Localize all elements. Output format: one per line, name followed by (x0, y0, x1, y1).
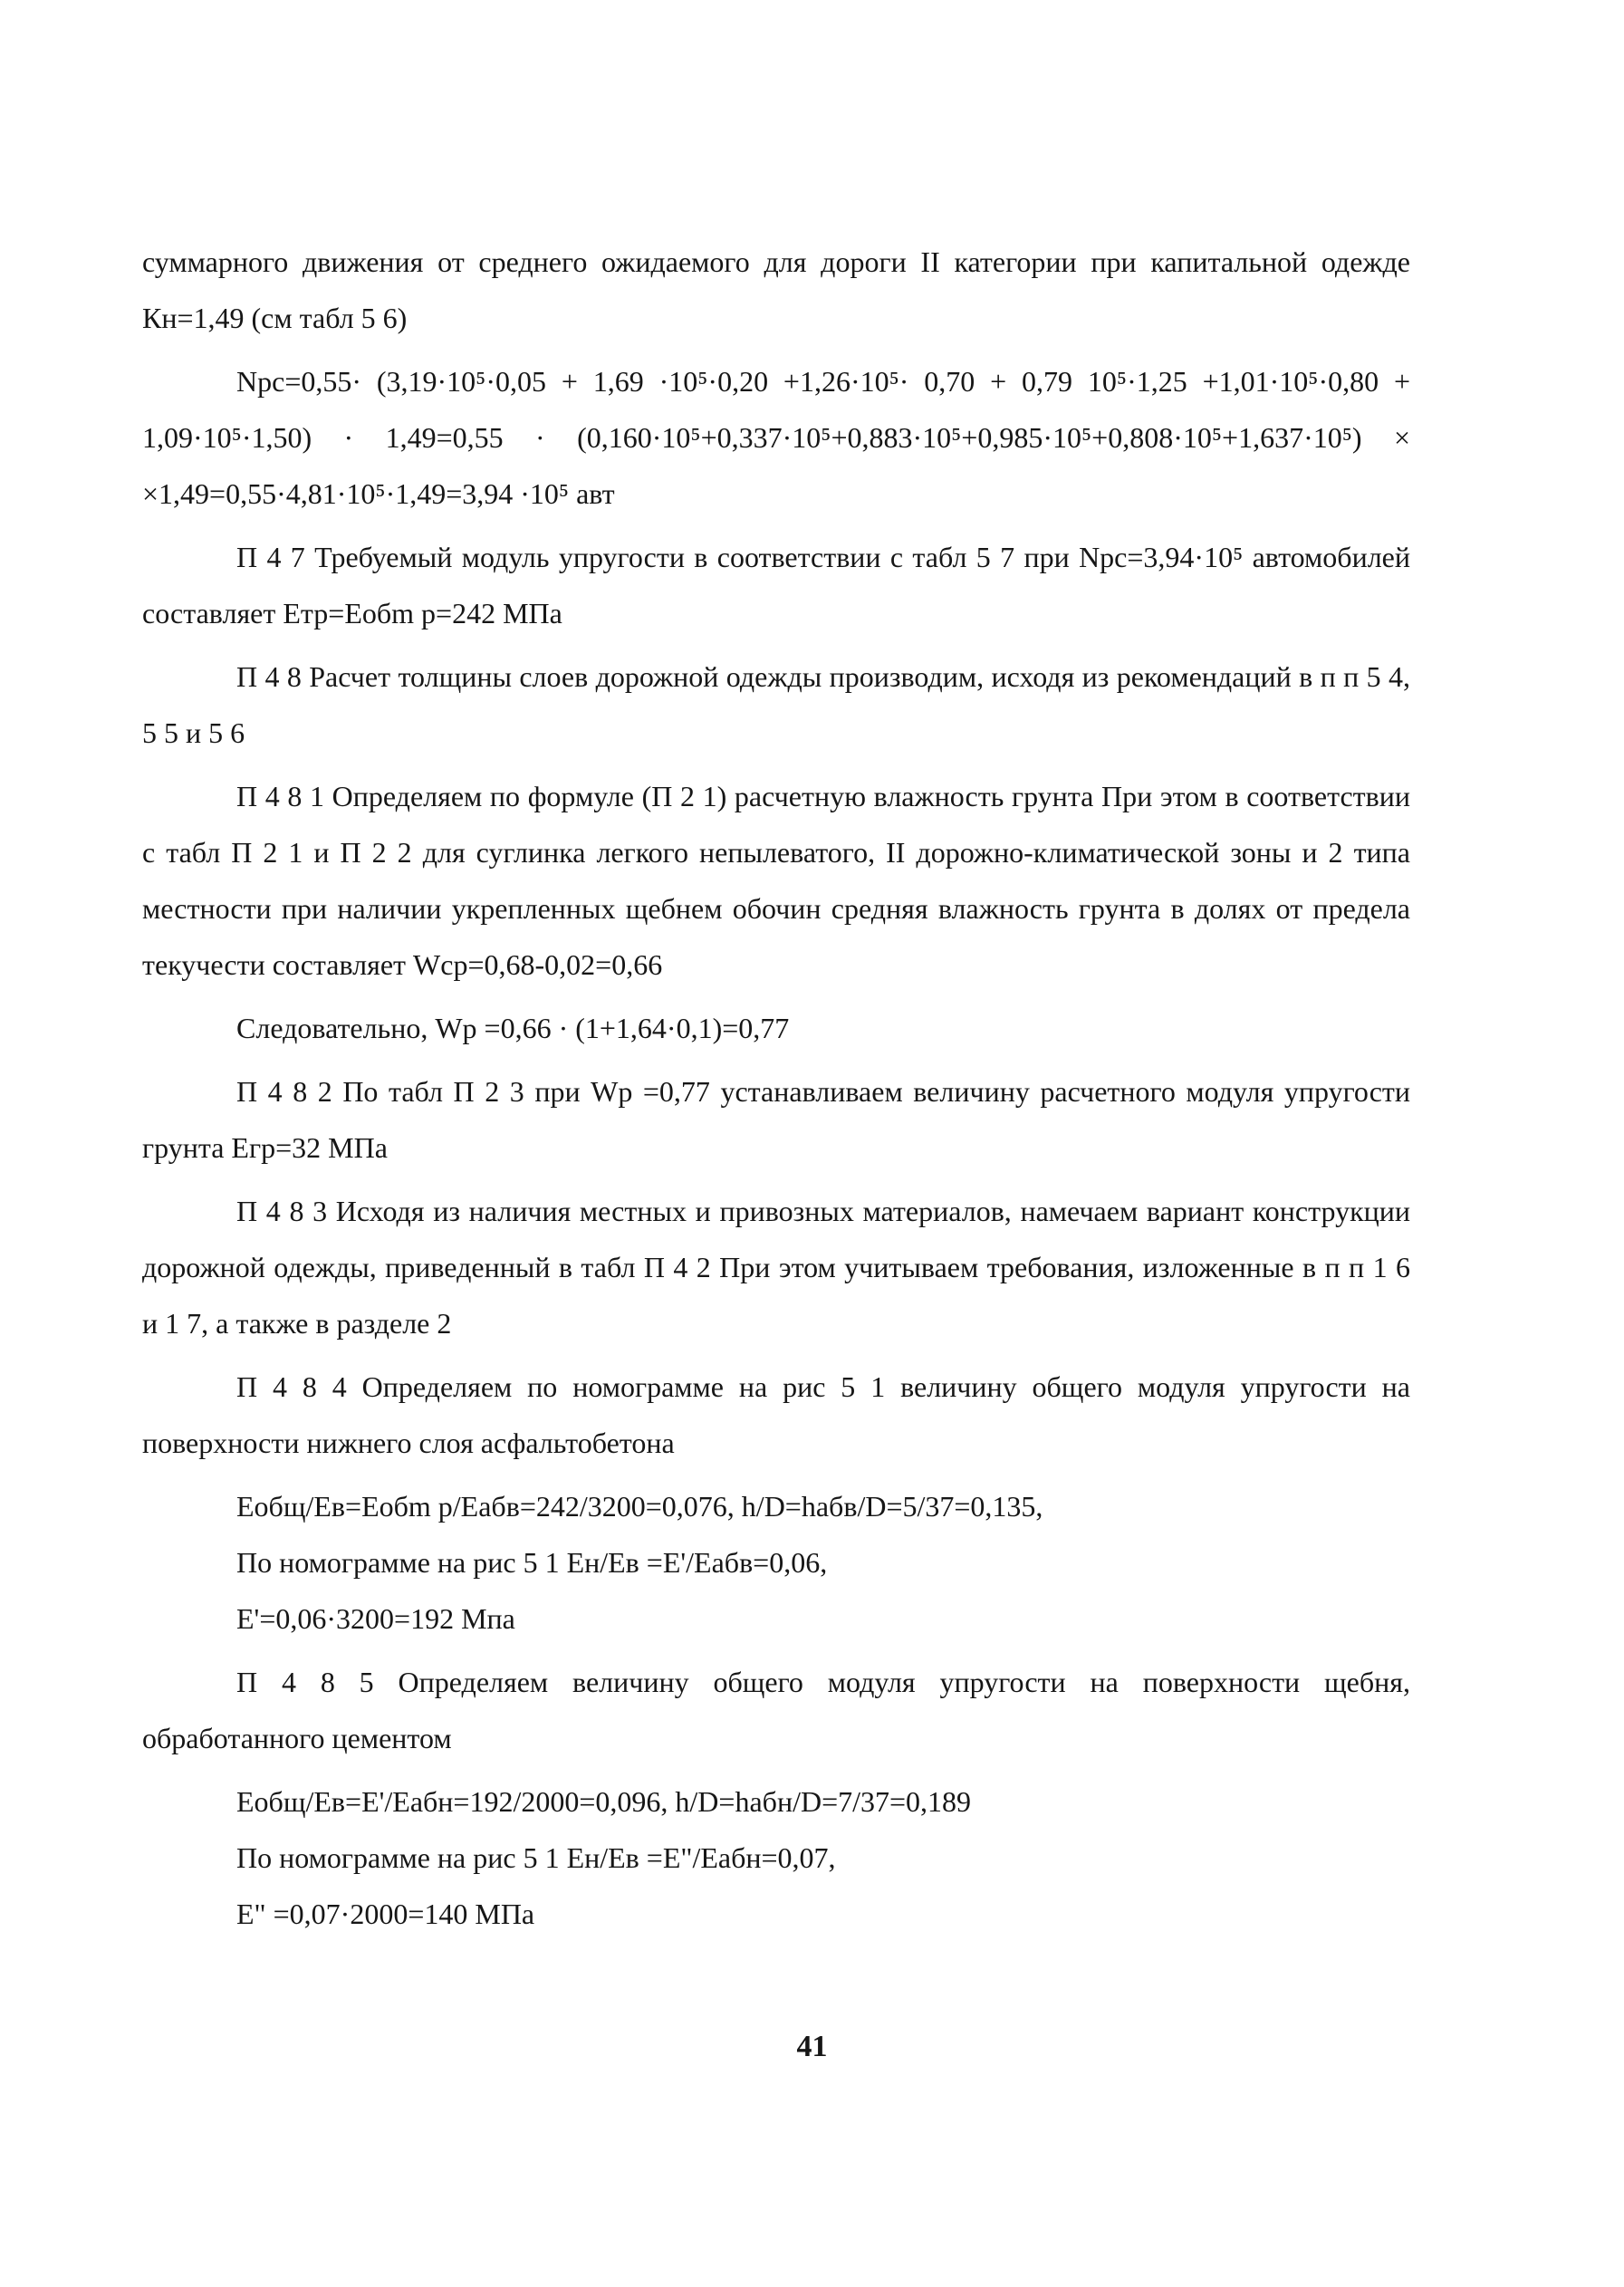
formula-eobsh-2: Еобщ/Ев=Е'/Еабн=192/2000=0,096, h/D=hабн/D=7/37=0,189 (236, 1785, 972, 1818)
formula-e-double-prime: Е" =0,07·2000=140 МПа (236, 1898, 535, 1930)
formula-e-prime: Е'=0,06·3200=192 Мпа (236, 1602, 515, 1635)
body-text (142, 234, 1410, 1942)
paragraph-continuation: суммарного движения от среднего ожидаемого для дороги II категории при капитальной одежде Кн=1,49 (см табл 5 6) (142, 245, 1410, 334)
paragraph-p48: П 4 8 Расчет толщины слоев дорожной одежды производим, исходя из рекомендаций в п п 5 4, 5 5 и 5 6 (142, 660, 1410, 749)
page-number: 41 (796, 2030, 828, 2063)
paragraph-p47: П 4 7 Требуемый модуль упругости в соответствии с табл 5 7 при Npc=3,94·10⁵ автомобилей составляет Етр=Еобm р=242 МПа (142, 541, 1410, 629)
formula-npc: Npc=0,55· (3,19·10⁵·0,05 + 1,69 ·10⁵·0,20 +1,26·10⁵· 0,70 + 0,79 10⁵·1,25 +1,01·10⁵·0,80 + 1,09·10⁵·1,50) · 1,49=0,55 · (0,160·10⁵+0,337·10⁵+0,883·10⁵+0,985·10⁵+0,808·10⁵+1,637·10⁵) × ×1,49=0,55·4,81·10⁵·1,49=3,94 ·10⁵ авт (142, 365, 1410, 510)
paragraph-p482: П 4 8 2 По табл П 2 3 при Wр =0,77 устанавливаем величину расчетного модуля упругости грунта Егр=32 МПа (142, 1075, 1410, 1164)
formula-nomogram-1: По номограмме на рис 5 1 Ен/Ев =Е'/Еабв=0,06, (236, 1546, 828, 1579)
paragraph-p483: П 4 8 3 Исходя из наличия местных и привозных материалов, намечаем вариант конструкции дорожной одежды, приведенный в табл П 4 2 При этом учитываем требования, изложенные в п п 1 6 и 1 7, а также в разделе 2 (142, 1195, 1410, 1340)
paragraph-p485: П 4 8 5 Определяем величину общего модуля упругости на поверхности щебня, обработанного цементом (142, 1666, 1410, 1754)
formula-eobsh-1: Еобщ/Ев=Еобm р/Еабв=242/3200=0,076, h/D=hабв/D=5/37=0,135, (236, 1490, 1043, 1523)
formula-nomogram-2: По номограмме на рис 5 1 Ен/Ев =Е"/Еабн=0,07, (236, 1841, 836, 1874)
paragraph-p481: П 4 8 1 Определяем по формуле (П 2 1) расчетную влажность грунта При этом в соответствии с табл П 2 1 и П 2 2 для суглинка легкого непылеватого, II дорожно-климатической зоны и 2 типа местности при наличии укрепленных щебнем обочин средняя влажность грунта в долях от предела текучести составляет Wср=0,68-0,02=0,66 (142, 780, 1410, 981)
paragraph-p484: П 4 8 4 Определяем по номограмме на рис 5 1 величину общего модуля упругости на поверхности нижнего слоя асфальтобетона (142, 1370, 1410, 1459)
formula-wp: Следовательно, Wр =0,66 · (1+1,64·0,1)=0,77 (236, 1012, 790, 1044)
